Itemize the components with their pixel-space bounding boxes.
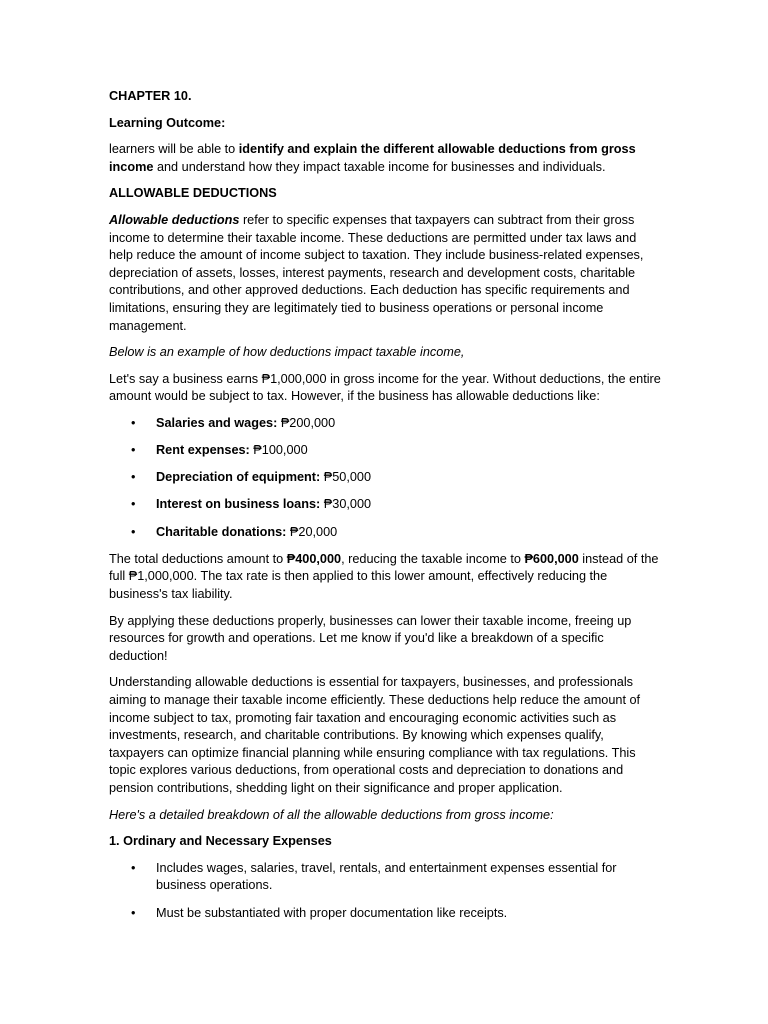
- total-text-2: , reducing the taxable income to: [341, 551, 525, 566]
- list-item: • Must be substantiated with proper documentation like receipts.: [109, 905, 661, 923]
- list-item: [109, 524, 661, 542]
- section-heading: ALLOWABLE DEDUCTIONS: [109, 186, 277, 201]
- learning-outcome-bold: identify and explain the different allowable deductions from gross income: [109, 142, 636, 174]
- ordinary-expenses-list: [109, 860, 661, 922]
- chapter-title: CHAPTER 10.: [109, 89, 192, 103]
- list-item: • Includes wages, salaries, travel, rentals, and entertainment expenses essential for business operations.: [109, 860, 661, 895]
- list-item: [109, 442, 661, 460]
- example-paragraph: Let's say a business earns ₱1,000,000 in gross income for the year. Without deductions, the entire amount would be subject to tax. However, if the business has allowable deductions like:: [109, 371, 661, 404]
- deduction-label: Charitable donations:: [156, 524, 287, 539]
- example-intro: Below is an example of how deductions impact taxable income,: [109, 345, 465, 360]
- deduction-label: Depreciation of equipment:: [156, 470, 321, 485]
- applying-paragraph: By applying these deductions properly, businesses can lower their taxable income, freeing up resources for growth and operations. Let me know if you'd like a breakdown of a specific deduction!: [109, 613, 632, 663]
- document-page: [109, 88, 661, 932]
- learning-outcome-paragraph: [109, 141, 661, 176]
- total-text-3: instead of the full ₱1,000,000. The tax rate is then applied to this lower amount, effectively reducing the business's tax liability.: [109, 551, 659, 602]
- total-paragraph: [109, 551, 661, 604]
- deduction-label: Rent expenses:: [156, 443, 250, 458]
- definition-term: Allowable deductions: [109, 212, 240, 227]
- learning-outcome-heading: Learning Outcome:: [109, 115, 226, 130]
- deduction-value: ₱30,000: [320, 497, 372, 512]
- deduction-label: Salaries and wages:: [156, 415, 278, 430]
- deduction-value: ₱50,000: [320, 470, 372, 485]
- deduction-value: ₱200,000: [277, 415, 336, 430]
- total-deductions-amount: ₱400,000: [286, 551, 342, 566]
- subsection-heading: 1. Ordinary and Necessary Expenses: [109, 834, 332, 849]
- learning-outcome-post: and understand how they impact taxable income for businesses and individuals.: [153, 159, 606, 174]
- definition-text: refer to specific expenses that taxpayers can subtract from their gross income to determine their taxable income. These deductions are permitted under tax laws and help reduce the amount of income subject to taxation. They include business-related expenses, depreciation of assets, losses, interest payments, research and development costs, charitable contributions, and other approved deductions. Each deduction has specific requirements and limitations, ensuring they are legitimately tied to business operations or personal income management.: [109, 212, 644, 333]
- deduction-value: ₱100,000: [249, 443, 308, 458]
- total-text-1: The total deductions amount to: [109, 551, 287, 566]
- learning-outcome-pre: learners will be able to: [109, 142, 239, 157]
- list-item: [109, 415, 661, 433]
- deductions-list: [109, 415, 661, 541]
- list-item: [109, 469, 661, 487]
- breakdown-intro: Here's a detailed breakdown of all the allowable deductions from gross income:: [109, 807, 554, 822]
- deduction-value: ₱20,000: [286, 524, 338, 539]
- list-item: [109, 496, 661, 514]
- deduction-label: Interest on business loans:: [156, 497, 321, 512]
- taxable-income-amount: ₱600,000: [524, 551, 579, 566]
- definition-paragraph: [109, 212, 661, 335]
- understanding-paragraph: Understanding allowable deductions is essential for taxpayers, businesses, and professionals aiming to manage their taxable income efficiently. These deductions help reduce the amount of income subject to tax, promoting fair taxation and encouraging economic activities such as investments, research, and charitable contributions. By knowing which expenses qualify, taxpayers can optimize financial planning while ensuring compliance with tax regulations. This topic explores various deductions, from operational costs and depreciation to donations and pension contributions, shedding light on their significance and proper application.: [109, 675, 641, 795]
